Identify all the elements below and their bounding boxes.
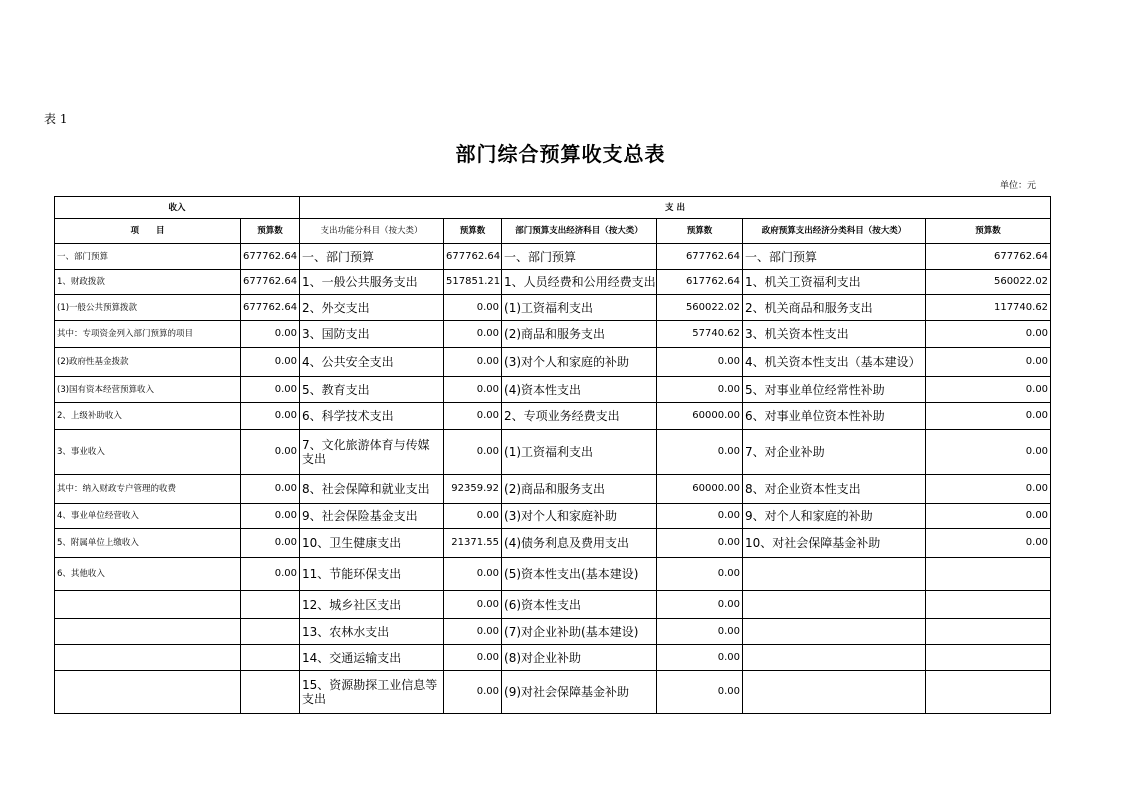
income-amount <box>241 591 300 619</box>
function-item: 13、农林水支出 <box>300 619 444 645</box>
table-row <box>55 403 1051 430</box>
dept-economic-item: (5)资本性支出(基本建设) <box>502 558 657 591</box>
function-item: 11、节能环保支出 <box>300 558 444 591</box>
function-item: 1、一般公共服务支出 <box>300 270 444 295</box>
gov-economic-item: 6、对事业单位资本性补助 <box>743 403 926 430</box>
income-amount <box>241 645 300 671</box>
group-header-row <box>55 197 1051 219</box>
col-header-amount: 预算数 <box>657 219 743 244</box>
gov-economic-item: 1、机关工资福利支出 <box>743 270 926 295</box>
function-amount: 0.00 <box>444 645 502 671</box>
dept-economic-item: (7)对企业补助(基本建设) <box>502 619 657 645</box>
dept-economic-amount: 57740.62 <box>657 321 743 348</box>
function-amount: 92359.92 <box>444 475 502 504</box>
gov-economic-item <box>743 558 926 591</box>
income-amount: 0.00 <box>241 430 300 475</box>
gov-economic-item: 9、对个人和家庭的补助 <box>743 504 926 529</box>
function-item: 12、城乡社区支出 <box>300 591 444 619</box>
table-number: 表 1 <box>44 112 68 126</box>
income-item <box>55 619 241 645</box>
gov-economic-item <box>743 619 926 645</box>
table-row <box>55 558 1051 591</box>
dept-economic-item: (4)资本性支出 <box>502 377 657 403</box>
function-amount: 0.00 <box>444 558 502 591</box>
table-row <box>55 475 1051 504</box>
col-header-gov-economic: 政府预算支出经济分类科目（按大类） <box>743 219 926 244</box>
function-amount: 0.00 <box>444 377 502 403</box>
gov-economic-amount <box>926 671 1051 714</box>
gov-economic-amount <box>926 591 1051 619</box>
table-row <box>55 619 1051 645</box>
function-item: 7、文化旅游体育与传媒支出 <box>300 430 444 475</box>
income-amount: 0.00 <box>241 529 300 558</box>
gov-economic-item: 4、机关资本性支出（基本建设） <box>743 348 926 377</box>
dept-economic-amount: 60000.00 <box>657 403 743 430</box>
dept-economic-amount: 0.00 <box>657 348 743 377</box>
gov-economic-amount: 0.00 <box>926 321 1051 348</box>
income-amount <box>241 671 300 714</box>
function-item: 5、教育支出 <box>300 377 444 403</box>
income-item: 4、事业单位经营收入 <box>55 504 241 529</box>
function-amount: 0.00 <box>444 348 502 377</box>
function-item: 2、外交支出 <box>300 295 444 321</box>
col-header-amount: 预算数 <box>241 219 300 244</box>
function-amount: 677762.64 <box>444 244 502 270</box>
income-amount: 0.00 <box>241 558 300 591</box>
dept-economic-amount: 617762.64 <box>657 270 743 295</box>
function-item: 6、科学技术支出 <box>300 403 444 430</box>
gov-economic-amount: 0.00 <box>926 377 1051 403</box>
income-item: 其中：专项资金列入部门预算的项目 <box>55 321 241 348</box>
income-group-header: 收入 <box>55 197 300 219</box>
function-amount: 0.00 <box>444 321 502 348</box>
function-amount: 0.00 <box>444 430 502 475</box>
dept-economic-amount: 60000.00 <box>657 475 743 504</box>
income-item: 一、部门预算 <box>55 244 241 270</box>
income-amount: 677762.64 <box>241 270 300 295</box>
income-amount: 0.00 <box>241 321 300 348</box>
dept-economic-item: (3)对个人和家庭的补助 <box>502 348 657 377</box>
function-amount: 21371.55 <box>444 529 502 558</box>
income-amount: 0.00 <box>241 348 300 377</box>
function-amount: 0.00 <box>444 403 502 430</box>
dept-economic-amount: 0.00 <box>657 529 743 558</box>
dept-economic-amount: 0.00 <box>657 645 743 671</box>
income-item <box>55 645 241 671</box>
function-item: 3、国防支出 <box>300 321 444 348</box>
dept-economic-item: (2)商品和服务支出 <box>502 475 657 504</box>
income-amount: 0.00 <box>241 475 300 504</box>
function-amount: 517851.21 <box>444 270 502 295</box>
income-item: (3)国有资本经营预算收入 <box>55 377 241 403</box>
gov-economic-item: 8、对企业资本性支出 <box>743 475 926 504</box>
table-row <box>55 295 1051 321</box>
income-item: (2)政府性基金拨款 <box>55 348 241 377</box>
gov-economic-amount: 677762.64 <box>926 244 1051 270</box>
table-row <box>55 430 1051 475</box>
table-row <box>55 504 1051 529</box>
dept-economic-amount: 0.00 <box>657 619 743 645</box>
function-amount: 0.00 <box>444 504 502 529</box>
function-item: 15、资源勘探工业信息等支出 <box>300 671 444 714</box>
gov-economic-amount <box>926 619 1051 645</box>
income-amount <box>241 619 300 645</box>
function-item: 一、部门预算 <box>300 244 444 270</box>
dept-economic-item: (1)工资福利支出 <box>502 430 657 475</box>
income-item: 1、财政拨款 <box>55 270 241 295</box>
income-amount: 677762.64 <box>241 295 300 321</box>
col-header-function: 支出功能分科目（按大类） <box>300 219 444 244</box>
income-item: 5、附属单位上缴收入 <box>55 529 241 558</box>
income-item: 2、上级补助收入 <box>55 403 241 430</box>
income-item: 其中：纳入财政专户管理的收费 <box>55 475 241 504</box>
table-row <box>55 270 1051 295</box>
table-row <box>55 348 1051 377</box>
gov-economic-amount: 560022.02 <box>926 270 1051 295</box>
dept-economic-amount: 677762.64 <box>657 244 743 270</box>
income-amount: 677762.64 <box>241 244 300 270</box>
dept-economic-item: (8)对企业补助 <box>502 645 657 671</box>
gov-economic-item <box>743 645 926 671</box>
dept-economic-amount: 0.00 <box>657 591 743 619</box>
col-header-amount: 预算数 <box>926 219 1051 244</box>
function-item: 10、卫生健康支出 <box>300 529 444 558</box>
gov-economic-item: 一、部门预算 <box>743 244 926 270</box>
function-item: 9、社会保险基金支出 <box>300 504 444 529</box>
table-row <box>55 591 1051 619</box>
expense-group-header: 支 出 <box>300 197 1051 219</box>
dept-economic-amount: 0.00 <box>657 504 743 529</box>
dept-economic-item: (4)债务利息及费用支出 <box>502 529 657 558</box>
column-header-row <box>55 219 1051 244</box>
page-title: 部门综合预算收支总表 <box>455 142 666 166</box>
gov-economic-item: 3、机关资本性支出 <box>743 321 926 348</box>
gov-economic-amount <box>926 645 1051 671</box>
function-item: 8、社会保障和就业支出 <box>300 475 444 504</box>
gov-economic-amount: 117740.62 <box>926 295 1051 321</box>
col-header-item: 项 目 <box>55 219 241 244</box>
function-amount: 0.00 <box>444 295 502 321</box>
gov-economic-amount: 0.00 <box>926 403 1051 430</box>
income-item: 3、事业收入 <box>55 430 241 475</box>
table-row <box>55 321 1051 348</box>
gov-economic-item: 7、对企业补助 <box>743 430 926 475</box>
dept-economic-amount: 560022.02 <box>657 295 743 321</box>
dept-economic-item: (9)对社会保障基金补助 <box>502 671 657 714</box>
dept-economic-item: (1)工资福利支出 <box>502 295 657 321</box>
gov-economic-item <box>743 671 926 714</box>
dept-economic-item: (6)资本性支出 <box>502 591 657 619</box>
income-amount: 0.00 <box>241 504 300 529</box>
function-amount: 0.00 <box>444 671 502 714</box>
gov-economic-item: 10、对社会保障基金补助 <box>743 529 926 558</box>
dept-economic-item: 1、人员经费和公用经费支出 <box>502 270 657 295</box>
dept-economic-item: (3)对个人和家庭补助 <box>502 504 657 529</box>
gov-economic-amount: 0.00 <box>926 475 1051 504</box>
income-item: 6、其他收入 <box>55 558 241 591</box>
gov-economic-item: 2、机关商品和服务支出 <box>743 295 926 321</box>
income-item <box>55 671 241 714</box>
function-item: 4、公共安全支出 <box>300 348 444 377</box>
col-header-dept-economic: 部门预算支出经济科目（按大类） <box>502 219 657 244</box>
gov-economic-amount: 0.00 <box>926 348 1051 377</box>
gov-economic-amount: 0.00 <box>926 504 1051 529</box>
dept-economic-amount: 0.00 <box>657 377 743 403</box>
gov-economic-item: 5、对事业单位经常性补助 <box>743 377 926 403</box>
gov-economic-amount: 0.00 <box>926 430 1051 475</box>
table-row <box>55 645 1051 671</box>
dept-economic-item: 2、专项业务经费支出 <box>502 403 657 430</box>
function-item: 14、交通运输支出 <box>300 645 444 671</box>
col-header-amount: 预算数 <box>444 219 502 244</box>
dept-economic-amount: 0.00 <box>657 430 743 475</box>
function-amount: 0.00 <box>444 619 502 645</box>
income-item: (1)一般公共预算拨款 <box>55 295 241 321</box>
dept-economic-item: (2)商品和服务支出 <box>502 321 657 348</box>
income-item <box>55 591 241 619</box>
unit-label: 单位：元 <box>1000 181 1037 191</box>
budget-table <box>54 196 1051 714</box>
table-row <box>55 244 1051 270</box>
dept-economic-amount: 0.00 <box>657 558 743 591</box>
dept-economic-amount: 0.00 <box>657 671 743 714</box>
income-amount: 0.00 <box>241 377 300 403</box>
table-row <box>55 529 1051 558</box>
function-amount: 0.00 <box>444 591 502 619</box>
gov-economic-item <box>743 591 926 619</box>
table-row <box>55 671 1051 714</box>
dept-economic-item: 一、部门预算 <box>502 244 657 270</box>
gov-economic-amount <box>926 558 1051 591</box>
income-amount: 0.00 <box>241 403 300 430</box>
table-row <box>55 377 1051 403</box>
gov-economic-amount: 0.00 <box>926 529 1051 558</box>
